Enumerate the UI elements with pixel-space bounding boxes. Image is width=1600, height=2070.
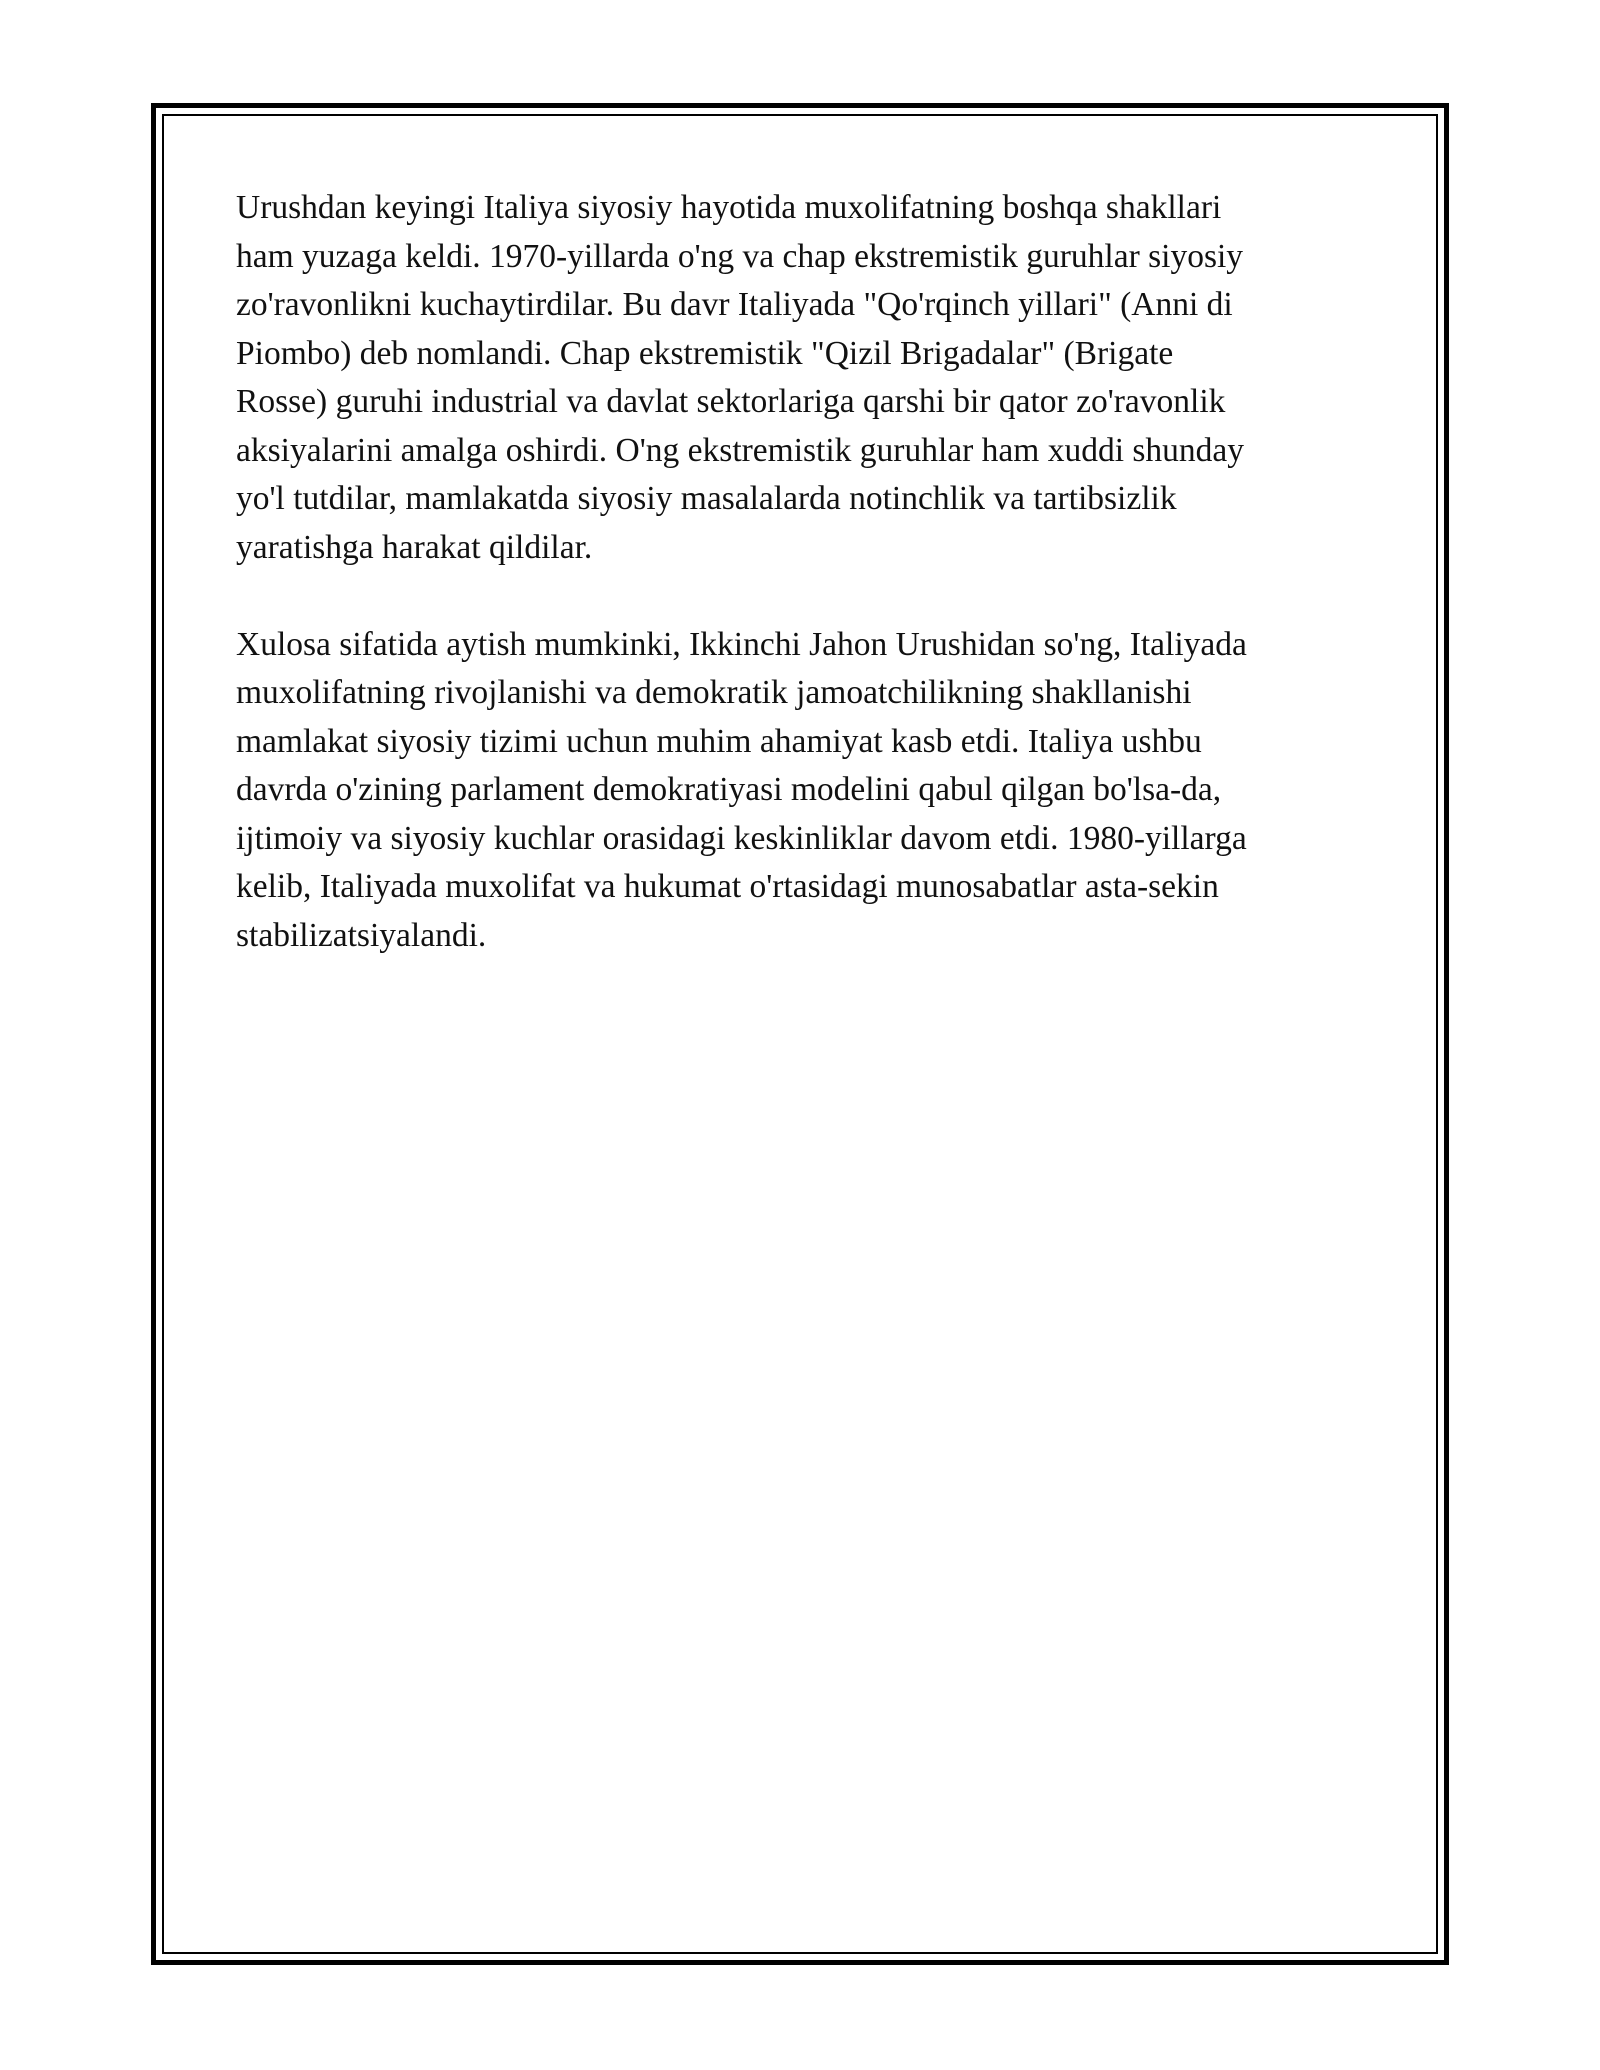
- document-body: [236, 184, 1376, 1009]
- paragraph-2: Xulosa sifatida aytish mumkinki, Ikkinchi Jahon Urushidan so'ng, Italiyada muxolifatning rivojlanishi va demokratik jamoatchilikning shakllanishi mamlakat siyosiy tizimi uchun muhim ahamiyat kasb etdi. Italiya ushbu davrda o'zining parlament demokratiyasi modelini qabul qilgan bo'lsa-da, ijtimoiy va siyosiy kuchlar orasidagi keskinliklar davom etdi. 1980-yillarga kelib, Italiyada muxolifat va hukumat o'rtasidagi munosabatlar asta-sekin stabilizatsiyalandi.: [236, 625, 1247, 954]
- paragraph-1: Urushdan keyingi Italiya siyosiy hayotida muxolifatning boshqa shakllari ham yuzaga keldi. 1970-yillarda o'ng va chap ekstremistik guruhlar siyosiy zo'ravonlikni kuchaytirdilar. Bu davr Italiyada "Qo'rqinch yillari" (Anni di Piombo) deb nomlandi. Chap ekstremistik "Qizil Brigadalar" (Brigate Rosse) guruhi industrial va davlat sektorlariga qarshi bir qator zo'ravonlik aksiyalarini amalga oshirdi. O'ng ekstremistik guruhlar ham xuddi shunday yo'l tutdilar, mamlakatda siyosiy masalalarda notinchlik va tartibsizlik yaratishga harakat qildilar.: [236, 189, 1245, 566]
